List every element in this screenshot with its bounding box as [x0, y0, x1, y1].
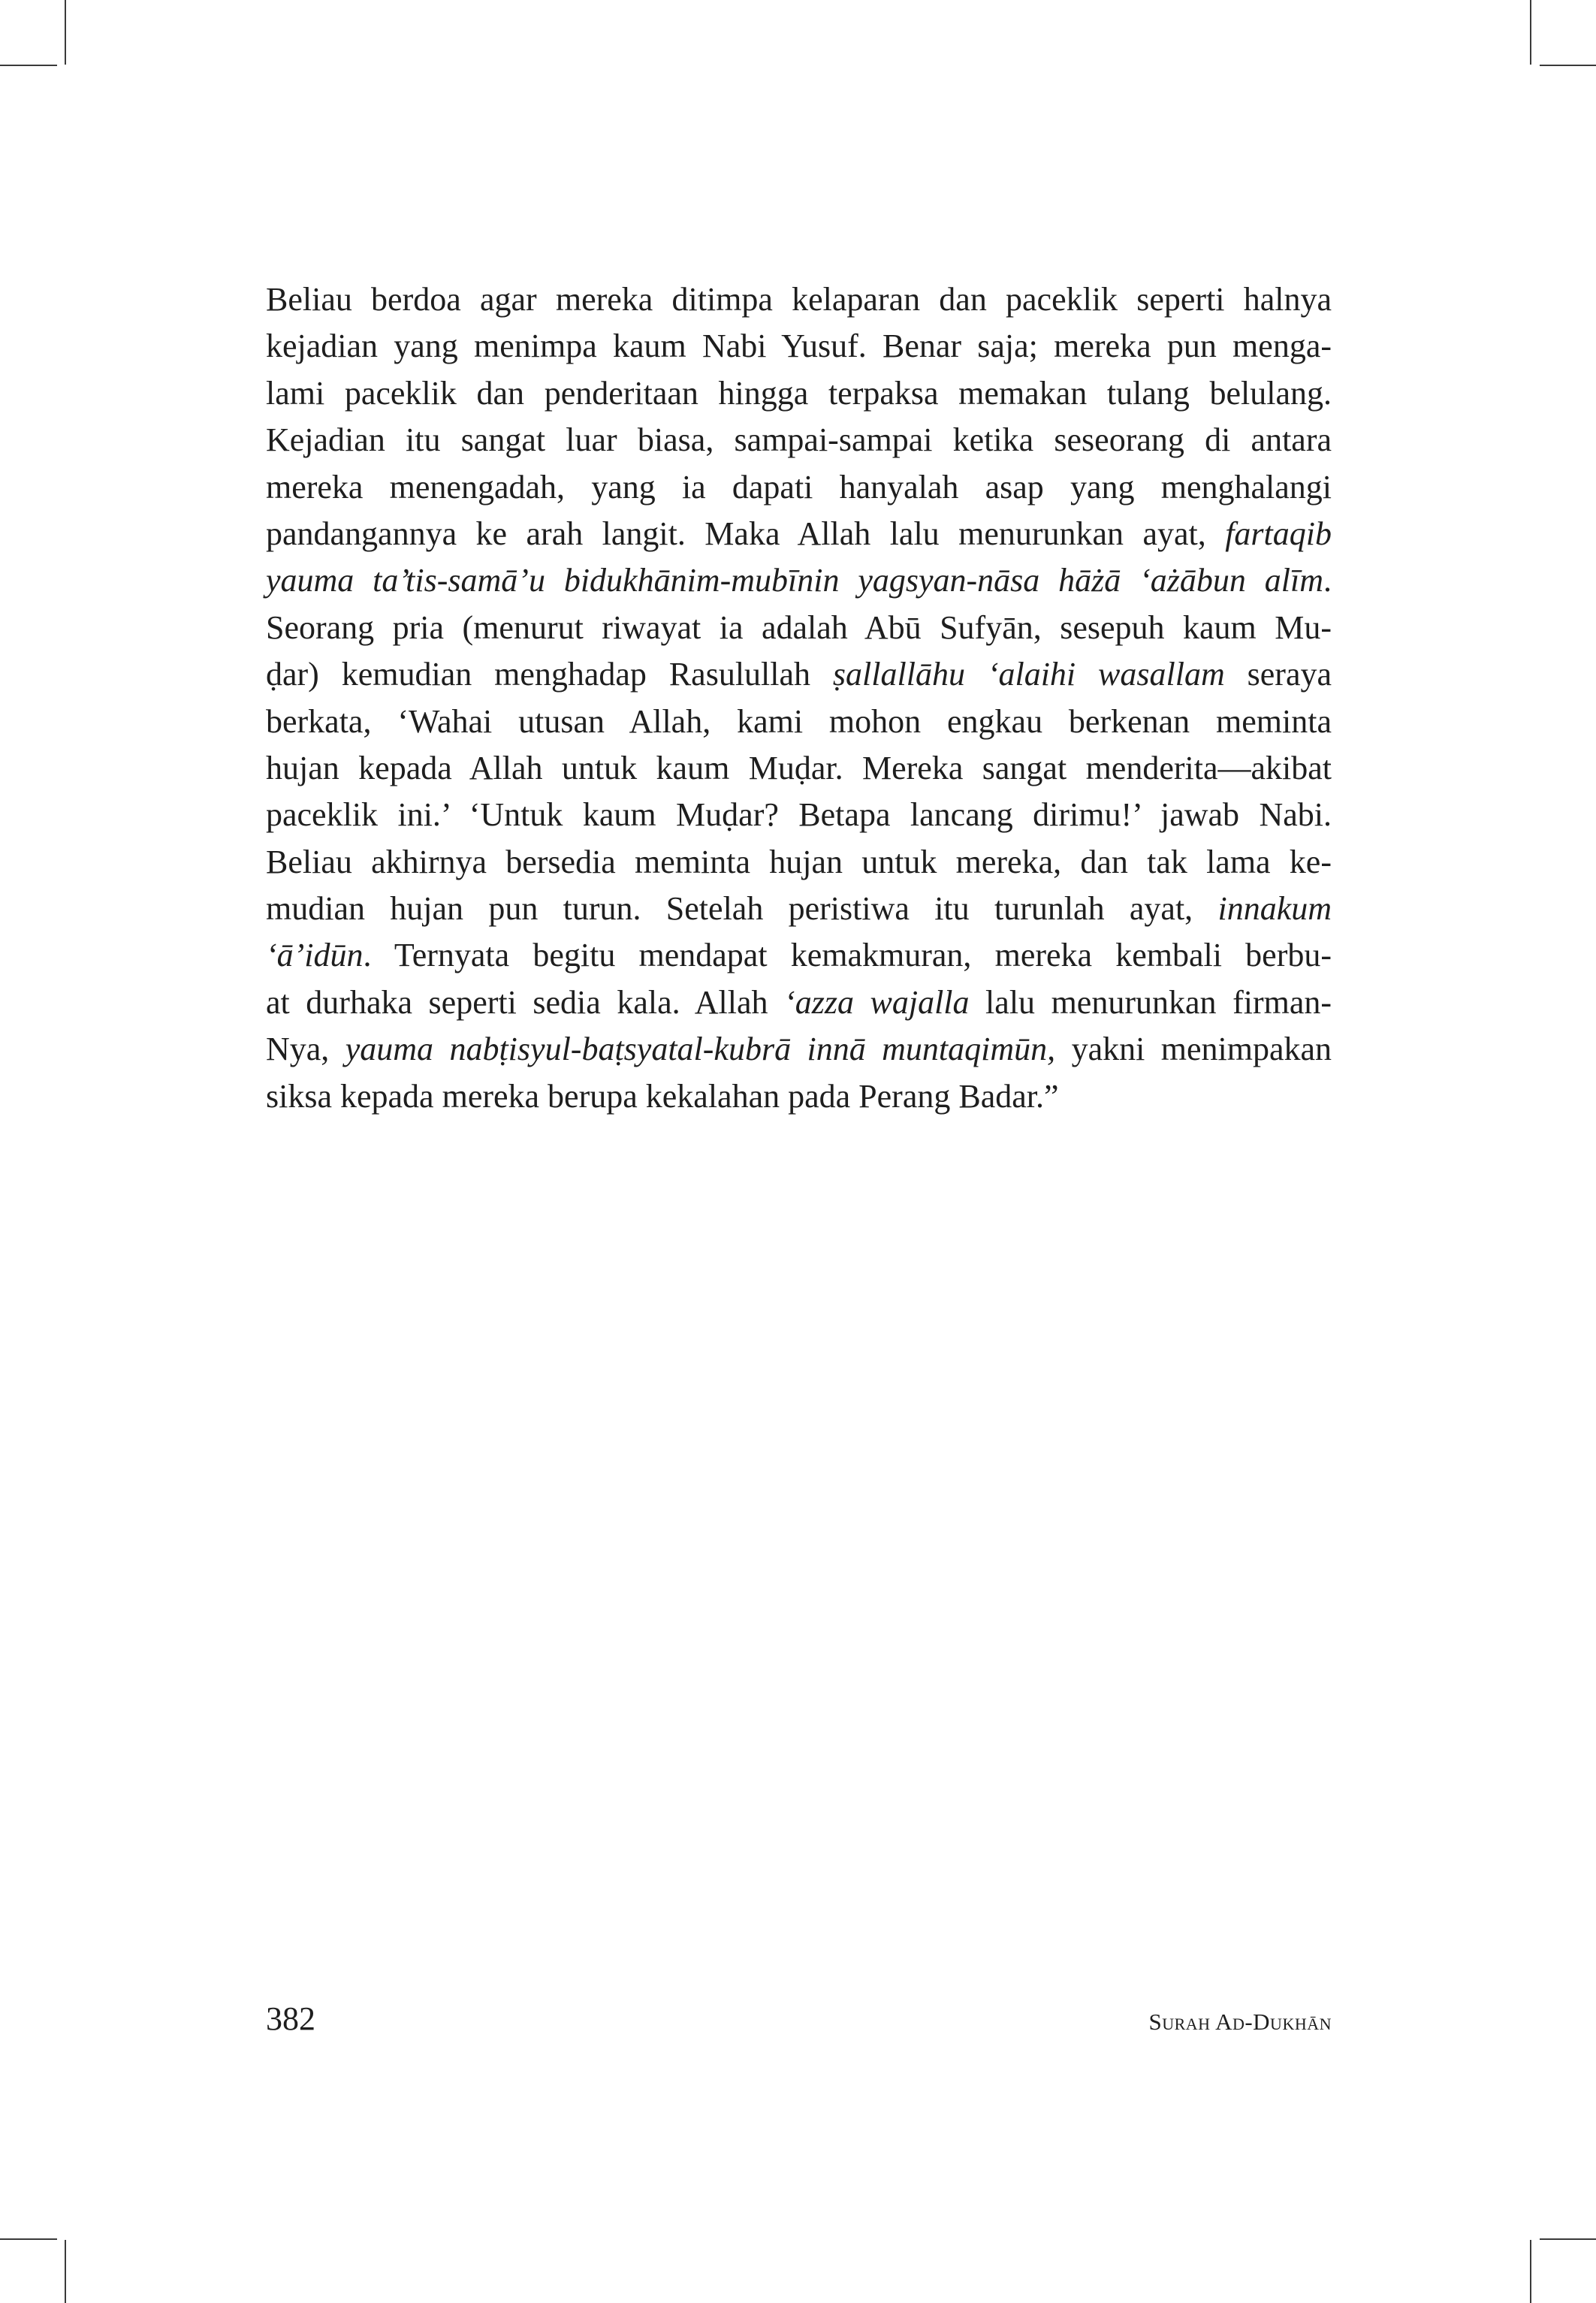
italic-text-segment: ṣallallāhu ‘alaihi wasallam — [832, 656, 1225, 693]
crop-mark-bottom-left-vertical — [65, 2240, 66, 2303]
crop-mark-top-left-horizontal — [0, 65, 57, 66]
text-line — [266, 699, 1332, 745]
text-line — [266, 1026, 1332, 1073]
text-segment: Beliau akhirnya bersedia meminta hujan untuk mereka, dan tak lama ke- — [266, 843, 1332, 880]
text-segment: lami paceklik dan penderitaan hingga terpaksa memakan tulang belulang. — [266, 374, 1332, 412]
text-segment: yakni menimpakan — [1055, 1031, 1332, 1068]
text-segment: mereka menengadah, yang ia dapati hanyalah asap yang menghalangi — [266, 468, 1332, 506]
text-segment: pandangannya ke arah langit. Maka Allah lalu menurunkan ayat, — [266, 515, 1226, 552]
italic-text-segment: ‘ā’idūn — [266, 937, 364, 974]
text-segment: lalu menurunkan firman- — [969, 983, 1332, 1021]
italic-text-segment: yauma nabṭisyul-baṭsyatal-kubrā innā muntaqimūn, — [345, 1031, 1056, 1068]
text-line — [266, 886, 1332, 932]
text-line — [266, 792, 1332, 838]
text-segment: berkata, ‘Wahai utusan Allah, kami mohon engkau berkenan meminta — [266, 702, 1332, 740]
italic-text-segment: yauma ta’tis-samā’u bidukhānim-mubīnin yagsyan-nāsa hāżā ‘ażābun alīm — [266, 562, 1323, 599]
crop-mark-top-right-vertical — [1530, 0, 1531, 65]
text-segment: kejadian yang menimpa kaum Nabi Yusuf. Benar saja; mereka pun menga- — [266, 327, 1332, 365]
text-line — [266, 464, 1332, 511]
text-line — [266, 745, 1332, 792]
text-segment: . Ternyata begitu mendapat kemakmuran, mereka kembali berbu- — [363, 937, 1332, 974]
text-segment: hujan kepada Allah untuk kaum Muḍar. Mereka sangat menderita—akibat — [266, 749, 1332, 786]
crop-mark-bottom-left-horizontal — [0, 2238, 57, 2240]
text-line — [266, 370, 1332, 417]
italic-text-segment: fartaqib — [1225, 515, 1332, 552]
text-segment: mudian hujan pun turun. Setelah peristiwa itu turunlah ayat, — [266, 890, 1218, 928]
page-number: 382 — [266, 2000, 315, 2037]
text-segment: Kejadian itu sangat luar biasa, sampai-sampai ketika seseorang di antara — [266, 421, 1332, 459]
running-head: Surah Ad-Dukhān — [1148, 2009, 1332, 2035]
text-line — [266, 511, 1332, 557]
body-paragraph — [266, 276, 1332, 1120]
text-line — [266, 1073, 1332, 1120]
italic-text-segment: innakum — [1217, 890, 1332, 928]
text-line — [266, 651, 1332, 698]
crop-mark-bottom-right-vertical — [1530, 2240, 1531, 2303]
crop-mark-top-left-vertical — [65, 0, 66, 65]
italic-text-segment: ‘azza wajalla — [784, 983, 970, 1021]
text-line — [266, 839, 1332, 886]
text-segment: ḍar) kemudian menghadap Rasulullah — [266, 656, 833, 693]
text-line — [266, 276, 1332, 323]
text-segment: . — [1323, 562, 1332, 599]
crop-mark-top-right-horizontal — [1540, 65, 1596, 66]
text-segment: Beliau berdoa agar mereka ditimpa kelaparan dan paceklik seperti halnya — [266, 281, 1332, 318]
text-line — [266, 557, 1332, 604]
text-line — [266, 417, 1332, 463]
text-segment: seraya — [1224, 656, 1332, 693]
crop-mark-bottom-right-horizontal — [1540, 2238, 1596, 2240]
text-line — [266, 605, 1332, 651]
text-segment: siksa kepada mereka berupa kekalahan pada Perang Badar.” — [266, 1077, 1059, 1115]
text-segment: Nya, — [266, 1031, 345, 1068]
text-segment: paceklik ini.’ ‘Untuk kaum Muḍar? Betapa lancang dirimu!’ jawab Nabi. — [266, 796, 1332, 834]
text-line — [266, 932, 1332, 979]
text-line — [266, 979, 1332, 1026]
text-segment: Seorang pria (menurut riwayat ia adalah Abū Sufyān, sesepuh kaum Mu- — [266, 608, 1332, 646]
text-segment: at durhaka seperti sedia kala. Allah — [266, 983, 785, 1021]
text-line — [266, 323, 1332, 370]
